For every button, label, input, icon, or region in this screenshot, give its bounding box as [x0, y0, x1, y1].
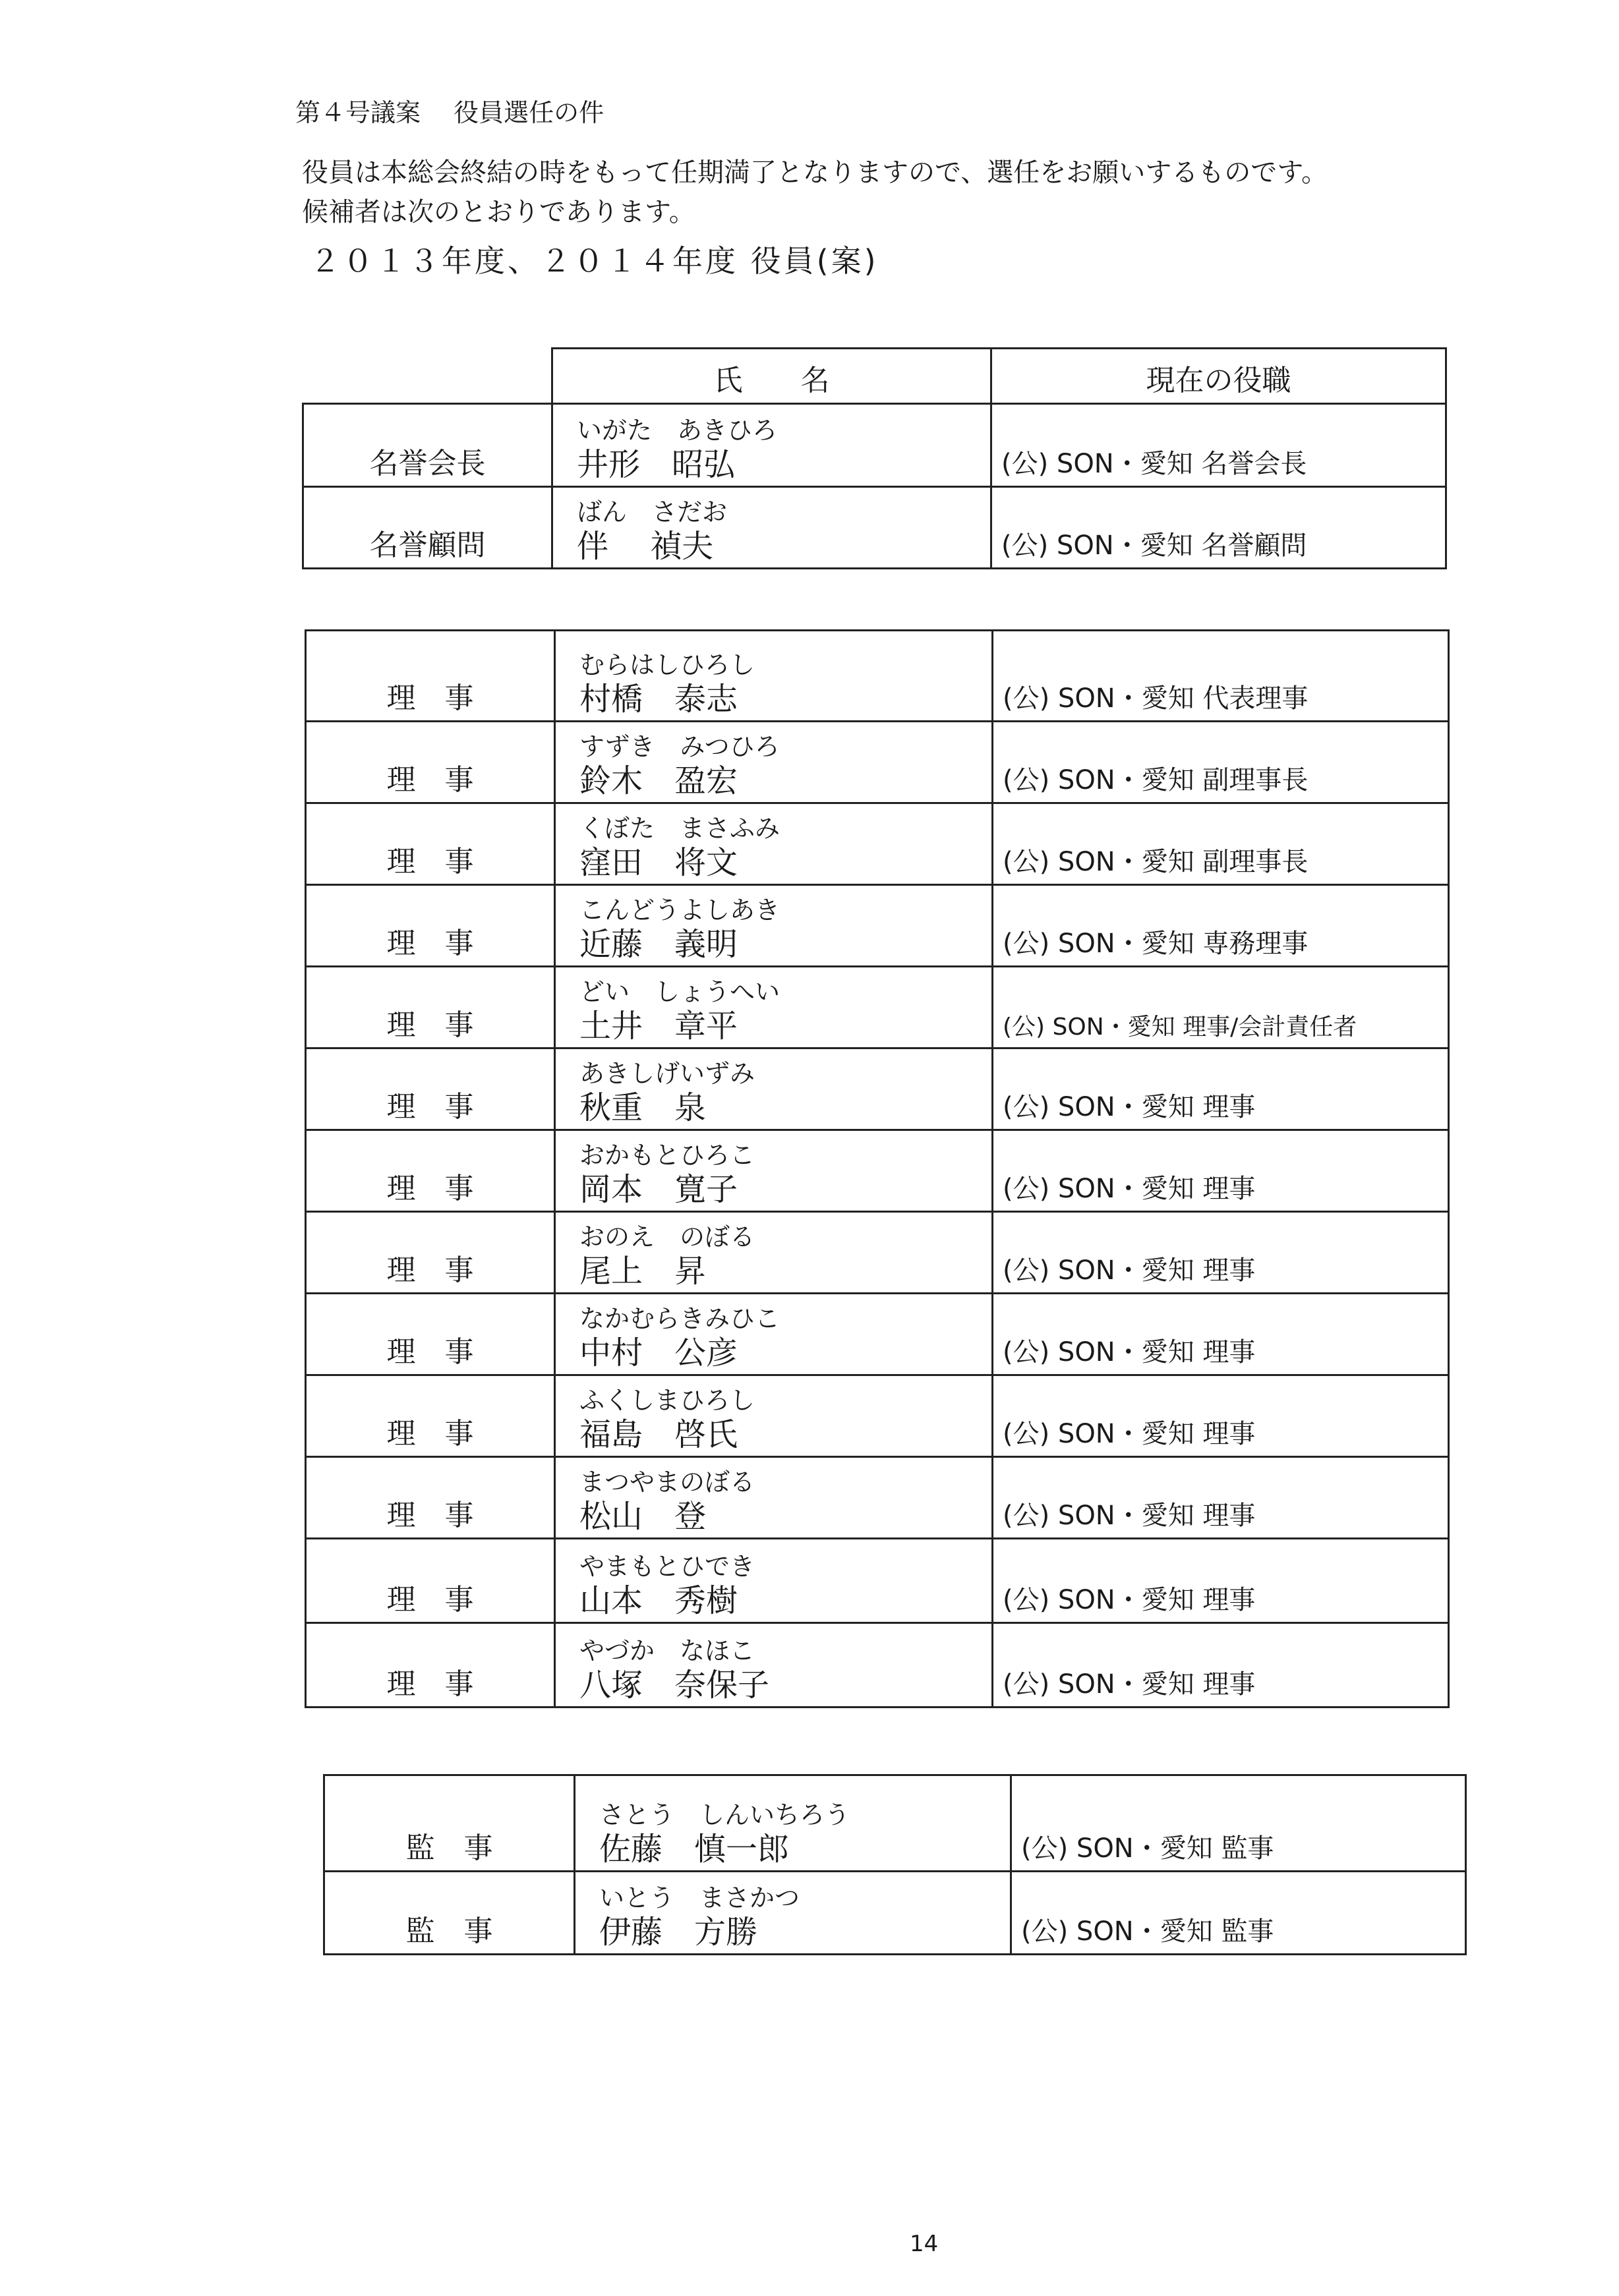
person-name: 秋重 泉 [579, 1089, 707, 1126]
name-cell [555, 1539, 993, 1623]
person-name: 山本 秀樹 [579, 1582, 738, 1619]
role-label: 理 事 [306, 1623, 555, 1708]
name-reading: あきしげいずみ [579, 1059, 755, 1088]
current-position: (公) SON・愛知 理事 [993, 1294, 1449, 1375]
current-position: (公) SON・愛知 理事 [993, 1457, 1449, 1539]
name-cell [555, 631, 993, 722]
current-position: (公) SON・愛知 名誉顧問 [991, 487, 1446, 569]
person-name: 中村 公彦 [579, 1335, 738, 1371]
document-title: 第４号議案 役員選任の件 [295, 98, 604, 127]
role-label: 監 事 [324, 1872, 575, 1955]
name-reading: やづか なほこ [579, 1636, 755, 1665]
role-label: 理 事 [306, 803, 555, 885]
person-name: 佐藤 慎一郎 [599, 1831, 790, 1868]
role-label: 理 事 [306, 885, 555, 967]
name-cell [555, 1457, 993, 1539]
name-cell [575, 1872, 1011, 1955]
role-label: 理 事 [306, 1457, 555, 1539]
role-label: 名誉顧問 [303, 487, 552, 569]
name-cell [555, 967, 993, 1048]
name-cell [555, 1375, 993, 1457]
current-position: (公) SON・愛知 名誉会長 [991, 404, 1446, 487]
name-cell [555, 1294, 993, 1375]
current-position: (公) SON・愛知 理事 [993, 1375, 1449, 1457]
table-row [306, 631, 1449, 722]
honorary-officers-table [302, 347, 1447, 569]
table-row [306, 1539, 1449, 1623]
current-position: (公) SON・愛知 理事/会計責任者 [993, 967, 1449, 1048]
table-row [306, 1130, 1449, 1212]
table-row [306, 1294, 1449, 1375]
table-row [306, 1623, 1449, 1708]
name-reading: おのえ のぼる [579, 1222, 755, 1251]
person-name: 尾上 昇 [579, 1253, 707, 1290]
role-label: 理 事 [306, 1539, 555, 1623]
table-row [306, 1457, 1449, 1539]
name-reading: さとう しんいちろう [599, 1800, 850, 1829]
current-position: (公) SON・愛知 副理事長 [993, 803, 1449, 885]
current-position: (公) SON・愛知 理事 [993, 1048, 1449, 1130]
role-label: 理 事 [306, 1130, 555, 1212]
intro-text-line-2: 候補者は次のとおりであります。 [302, 197, 695, 227]
person-name: 土井 章平 [579, 1008, 738, 1045]
role-label: 理 事 [306, 1375, 555, 1457]
current-position: (公) SON・愛知 副理事長 [993, 722, 1449, 803]
name-reading: やまもとひでき [579, 1552, 755, 1581]
name-cell [555, 1048, 993, 1130]
current-position: (公) SON・愛知 理事 [993, 1539, 1449, 1623]
name-cell [552, 487, 991, 569]
name-cell [552, 404, 991, 487]
role-label: 理 事 [306, 722, 555, 803]
person-name: 福島 啓氏 [579, 1416, 738, 1453]
current-position: (公) SON・愛知 理事 [993, 1130, 1449, 1212]
name-cell [555, 722, 993, 803]
person-name: 村橋 泰志 [579, 681, 738, 718]
table-row [306, 885, 1449, 967]
name-reading: ふくしまひろし [579, 1386, 755, 1415]
current-position: (公) SON・愛知 監事 [1011, 1775, 1466, 1872]
person-name: 窪田 将文 [579, 844, 738, 881]
role-label: 名誉会長 [303, 404, 552, 487]
table-row [306, 722, 1449, 803]
header-position: 現在の役職 [991, 349, 1446, 404]
role-label: 理 事 [306, 1212, 555, 1294]
current-position: (公) SON・愛知 専務理事 [993, 885, 1449, 967]
table-row [306, 803, 1449, 885]
year-heading: ２０１３年度、２０１４年度 役員(案) [310, 243, 879, 279]
name-cell [555, 803, 993, 885]
current-position: (公) SON・愛知 理事 [993, 1212, 1449, 1294]
table-row [303, 404, 1446, 487]
header-name: 氏 名 [552, 349, 991, 404]
name-cell [555, 1623, 993, 1708]
role-label: 理 事 [306, 1048, 555, 1130]
current-position: (公) SON・愛知 監事 [1011, 1872, 1466, 1955]
current-position: (公) SON・愛知 理事 [993, 1623, 1449, 1708]
name-reading: まつやまのぼる [579, 1468, 755, 1497]
directors-table [305, 629, 1450, 1708]
name-reading: くぼた まさふみ [579, 814, 780, 843]
header-blank-cell [303, 349, 552, 404]
name-reading: こんどうよしあき [579, 896, 780, 925]
person-name: 伊藤 方勝 [599, 1914, 758, 1951]
role-label: 理 事 [306, 967, 555, 1048]
table-row [306, 1212, 1449, 1294]
name-cell [555, 1212, 993, 1294]
name-reading: いとう まさかつ [599, 1883, 800, 1912]
name-reading: むらはしひろし [579, 650, 755, 679]
auditors-table [323, 1774, 1467, 1955]
table-row [306, 1048, 1449, 1130]
intro-text-line-1: 役員は本総会終結の時をもって任期満了となりますので、選任をお願いするものです。 [302, 158, 1328, 188]
table-row [324, 1775, 1466, 1872]
page-number: 14 [910, 2231, 939, 2257]
person-name: 近藤 義明 [579, 926, 738, 963]
person-name: 八塚 奈保子 [579, 1667, 770, 1704]
table-row [306, 967, 1449, 1048]
role-label: 監 事 [324, 1775, 575, 1872]
table-row [324, 1872, 1466, 1955]
name-cell [575, 1775, 1011, 1872]
person-name: 岡本 寛子 [579, 1171, 738, 1208]
table-row [303, 487, 1446, 569]
person-name: 松山 登 [579, 1498, 707, 1535]
name-reading: どい しょうへい [579, 977, 780, 1006]
person-name: 伴 禎夫 [577, 528, 714, 565]
person-name: 井形 昭弘 [577, 446, 736, 483]
person-name: 鈴木 盈宏 [579, 762, 738, 799]
name-reading: おかもとひろこ [579, 1141, 755, 1170]
name-reading: いがた あきひろ [577, 416, 778, 445]
current-position: (公) SON・愛知 代表理事 [993, 631, 1449, 722]
name-reading: なかむらきみひこ [579, 1304, 780, 1333]
table-row [306, 1375, 1449, 1457]
role-label: 理 事 [306, 1294, 555, 1375]
name-cell [555, 885, 993, 967]
name-cell [555, 1130, 993, 1212]
name-reading: ばん さだお [577, 498, 728, 527]
role-label: 理 事 [306, 631, 555, 722]
name-reading: すずき みつひろ [579, 732, 780, 761]
